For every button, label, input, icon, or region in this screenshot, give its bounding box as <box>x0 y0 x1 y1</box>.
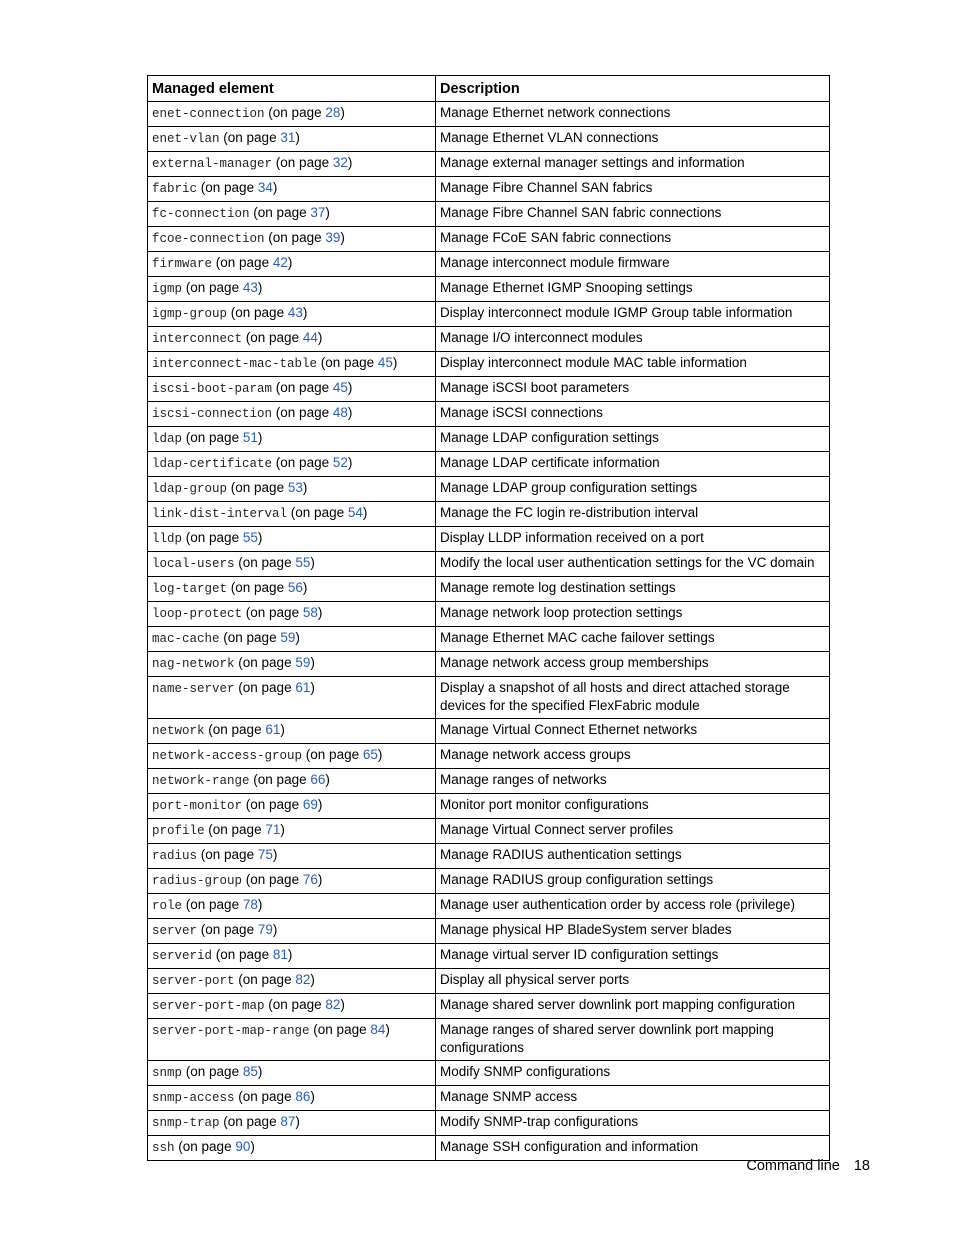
on-page-prefix: (on page <box>305 747 363 762</box>
page-link[interactable]: 55 <box>295 555 311 570</box>
on-page-prefix: (on page <box>185 1064 243 1079</box>
managed-element-cell <box>148 202 436 227</box>
page-link[interactable]: 42 <box>272 255 288 270</box>
description-cell: Modify SNMP configurations <box>436 1061 830 1086</box>
managed-element-cell <box>148 127 436 152</box>
page-link[interactable]: 78 <box>242 897 258 912</box>
on-page-suffix: ) <box>362 505 368 520</box>
command-name: network-access-group <box>152 749 303 763</box>
on-page-suffix: ) <box>272 847 278 862</box>
page-link[interactable]: 85 <box>242 1064 258 1079</box>
description-cell: Manage SNMP access <box>436 1086 830 1111</box>
managed-element-cell <box>148 252 436 277</box>
on-page-suffix: ) <box>317 330 323 345</box>
page-link[interactable]: 86 <box>295 1089 311 1104</box>
managed-element-cell <box>148 502 436 527</box>
command-name: enet-vlan <box>152 132 220 146</box>
table-row <box>148 769 830 794</box>
description-cell: Manage Ethernet MAC cache failover settings <box>436 627 830 652</box>
on-page-suffix: ) <box>347 405 353 420</box>
command-name: mac-cache <box>152 632 220 646</box>
table-row <box>148 127 830 152</box>
command-name: interconnect-mac-table <box>152 357 318 371</box>
command-name: server <box>152 924 198 938</box>
page-link[interactable]: 58 <box>302 605 318 620</box>
managed-element-cell <box>148 302 436 327</box>
table-row <box>148 969 830 994</box>
page-link[interactable]: 61 <box>295 680 311 695</box>
description-cell: Manage SSH configuration and information <box>436 1136 830 1161</box>
table-header-row <box>148 76 830 102</box>
managed-element-cell <box>148 352 436 377</box>
on-page-prefix: (on page <box>245 605 303 620</box>
on-page-prefix: (on page <box>245 797 303 812</box>
description-cell: Manage user authentication order by access role (privilege) <box>436 894 830 919</box>
on-page-suffix: ) <box>377 747 383 762</box>
on-page-suffix: ) <box>325 772 330 787</box>
description-cell: Manage Ethernet VLAN connections <box>436 127 830 152</box>
managed-element-cell <box>148 402 436 427</box>
description-cell: Manage Virtual Connect server profiles <box>436 819 830 844</box>
command-name: link-dist-interval <box>152 507 288 521</box>
table-row <box>148 227 830 252</box>
table-body <box>148 102 830 1161</box>
on-page-prefix: (on page <box>238 555 296 570</box>
command-name: loop-protect <box>152 607 243 621</box>
page-link[interactable]: 90 <box>235 1139 251 1154</box>
on-page-suffix: ) <box>347 455 353 470</box>
on-page-suffix: ) <box>287 947 293 962</box>
command-name: snmp <box>152 1066 183 1080</box>
description-cell: Display interconnect module IGMP Group table information <box>436 302 830 327</box>
managed-element-cell <box>148 869 436 894</box>
on-page-suffix: ) <box>310 680 315 695</box>
managed-element-cell <box>148 177 436 202</box>
managed-element-cell <box>148 652 436 677</box>
managed-element-cell <box>148 677 436 719</box>
on-page-prefix: (on page <box>313 1022 371 1037</box>
managed-element-cell <box>148 102 436 127</box>
on-page-suffix: ) <box>257 430 263 445</box>
table-row <box>148 102 830 127</box>
page-link[interactable]: 81 <box>272 947 288 962</box>
table-row <box>148 452 830 477</box>
on-page-prefix: (on page <box>230 305 288 320</box>
description-cell: Manage ranges of networks <box>436 769 830 794</box>
on-page-suffix: ) <box>302 580 308 595</box>
command-name: local-users <box>152 557 235 571</box>
footer-page-number: 18 <box>853 1158 870 1174</box>
description-cell: Manage interconnect module firmware <box>436 252 830 277</box>
table-row <box>148 302 830 327</box>
managed-element-cell <box>148 477 436 502</box>
page-link[interactable]: 79 <box>257 922 273 937</box>
on-page-suffix: ) <box>340 105 345 120</box>
header-managed-element: Managed element <box>148 76 436 102</box>
command-name: network <box>152 724 205 738</box>
description-cell: Manage RADIUS group configuration settings <box>436 869 830 894</box>
page-footer <box>746 1158 870 1174</box>
managed-element-cell <box>148 577 436 602</box>
table-row <box>148 719 830 744</box>
page-link[interactable]: 66 <box>310 772 326 787</box>
table-row <box>148 994 830 1019</box>
on-page-suffix: ) <box>280 722 285 737</box>
description-cell: Manage Fibre Channel SAN fabrics <box>436 177 830 202</box>
managed-element-cell <box>148 1086 436 1111</box>
managed-element-cell <box>148 527 436 552</box>
description-cell: Manage Ethernet network connections <box>436 102 830 127</box>
page-link[interactable]: 61 <box>265 722 281 737</box>
table-row <box>148 894 830 919</box>
on-page-suffix: ) <box>302 480 308 495</box>
command-name: server-port-map <box>152 999 265 1013</box>
command-name: name-server <box>152 682 235 696</box>
table-row <box>148 652 830 677</box>
command-name: server-port-map-range <box>152 1024 310 1038</box>
on-page-suffix: ) <box>340 230 345 245</box>
command-name: role <box>152 899 183 913</box>
on-page-prefix: (on page <box>253 205 311 220</box>
description-cell: Manage network access groups <box>436 744 830 769</box>
command-name: ssh <box>152 1141 175 1155</box>
managed-element-cell <box>148 794 436 819</box>
table-row <box>148 919 830 944</box>
description-cell: Manage ranges of shared server downlink port mapping configurations <box>436 1019 830 1061</box>
managed-element-cell <box>148 919 436 944</box>
on-page-prefix: (on page <box>230 580 288 595</box>
page-link[interactable]: 82 <box>295 972 311 987</box>
page-link[interactable]: 53 <box>287 480 303 495</box>
on-page-prefix: (on page <box>290 505 348 520</box>
on-page-suffix: ) <box>317 797 323 812</box>
on-page-prefix: (on page <box>253 772 311 787</box>
description-cell: Manage Fibre Channel SAN fabric connections <box>436 202 830 227</box>
on-page-prefix: (on page <box>223 630 281 645</box>
description-cell: Manage Virtual Connect Ethernet networks <box>436 719 830 744</box>
on-page-suffix: ) <box>310 1089 315 1104</box>
command-name: igmp <box>152 282 183 296</box>
managed-element-cell <box>148 227 436 252</box>
description-cell: Manage physical HP BladeSystem server blades <box>436 919 830 944</box>
table-row <box>148 794 830 819</box>
header-description: Description <box>436 76 830 102</box>
managed-element-cell <box>148 327 436 352</box>
table-row <box>148 402 830 427</box>
description-cell: Manage iSCSI connections <box>436 402 830 427</box>
command-name: interconnect <box>152 332 243 346</box>
table-row <box>148 377 830 402</box>
table-row <box>148 1061 830 1086</box>
description-cell: Manage the FC login re-distribution interval <box>436 502 830 527</box>
command-name: profile <box>152 824 205 838</box>
description-cell: Manage Ethernet IGMP Snooping settings <box>436 277 830 302</box>
footer-section-title: Command line <box>746 1158 840 1174</box>
on-page-prefix: (on page <box>185 280 243 295</box>
table-row <box>148 477 830 502</box>
managed-element-cell <box>148 844 436 869</box>
on-page-prefix: (on page <box>208 822 266 837</box>
on-page-suffix: ) <box>287 255 293 270</box>
table-row <box>148 1136 830 1161</box>
managed-element-cell <box>148 994 436 1019</box>
page-link[interactable]: 45 <box>377 355 393 370</box>
on-page-prefix: (on page <box>200 922 258 937</box>
table-row <box>148 577 830 602</box>
table-row <box>148 327 830 352</box>
table-row <box>148 869 830 894</box>
page-link[interactable]: 65 <box>362 747 378 762</box>
page-link[interactable]: 56 <box>287 580 303 595</box>
page-link[interactable]: 34 <box>257 180 273 195</box>
on-page-prefix: (on page <box>185 897 243 912</box>
on-page-prefix: (on page <box>275 455 333 470</box>
page-link[interactable]: 37 <box>310 205 326 220</box>
page-link[interactable]: 44 <box>302 330 318 345</box>
description-cell: Manage network loop protection settings <box>436 602 830 627</box>
managed-element-cell <box>148 1019 436 1061</box>
table-row <box>148 352 830 377</box>
table-row <box>148 602 830 627</box>
command-name: serverid <box>152 949 213 963</box>
managed-element-cell <box>148 552 436 577</box>
managed-elements-table <box>147 75 830 1161</box>
table-row <box>148 502 830 527</box>
on-page-suffix: ) <box>310 655 315 670</box>
on-page-suffix: ) <box>257 897 263 912</box>
command-name: snmp-access <box>152 1091 235 1105</box>
on-page-prefix: (on page <box>245 330 303 345</box>
command-name: snmp-trap <box>152 1116 220 1130</box>
command-name: fabric <box>152 182 198 196</box>
command-name: firmware <box>152 257 213 271</box>
on-page-suffix: ) <box>392 355 398 370</box>
table-row <box>148 844 830 869</box>
managed-element-cell <box>148 969 436 994</box>
managed-element-cell <box>148 944 436 969</box>
page-link[interactable]: 39 <box>325 230 341 245</box>
on-page-prefix: (on page <box>230 480 288 495</box>
on-page-suffix: ) <box>257 530 263 545</box>
command-name: lldp <box>152 532 183 546</box>
description-cell: Manage LDAP configuration settings <box>436 427 830 452</box>
table-row <box>148 744 830 769</box>
table-row <box>148 944 830 969</box>
on-page-prefix: (on page <box>238 1089 296 1104</box>
command-name: port-monitor <box>152 799 243 813</box>
managed-element-cell <box>148 744 436 769</box>
description-cell: Display LLDP information received on a port <box>436 527 830 552</box>
on-page-prefix: (on page <box>185 530 243 545</box>
managed-element-cell <box>148 1136 436 1161</box>
description-cell: Manage I/O interconnect modules <box>436 327 830 352</box>
managed-element-cell <box>148 719 436 744</box>
command-name: ldap <box>152 432 183 446</box>
page-link[interactable]: 84 <box>370 1022 386 1037</box>
on-page-prefix: (on page <box>275 405 333 420</box>
on-page-prefix: (on page <box>200 180 258 195</box>
on-page-suffix: ) <box>385 1022 390 1037</box>
description-cell: Manage FCoE SAN fabric connections <box>436 227 830 252</box>
page-link[interactable]: 76 <box>302 872 318 887</box>
command-name: log-target <box>152 582 228 596</box>
on-page-suffix: ) <box>257 280 263 295</box>
page-link[interactable]: 59 <box>295 655 311 670</box>
managed-element-cell <box>148 602 436 627</box>
on-page-prefix: (on page <box>223 130 281 145</box>
on-page-prefix: (on page <box>200 847 258 862</box>
managed-element-cell <box>148 1111 436 1136</box>
on-page-suffix: ) <box>317 605 323 620</box>
page-link[interactable]: 51 <box>242 430 258 445</box>
description-cell: Manage RADIUS authentication settings <box>436 844 830 869</box>
page-link[interactable]: 69 <box>302 797 318 812</box>
page-link[interactable]: 43 <box>287 305 303 320</box>
table-row <box>148 277 830 302</box>
table-row <box>148 1111 830 1136</box>
page-link[interactable]: 43 <box>242 280 258 295</box>
table-row <box>148 177 830 202</box>
on-page-suffix: ) <box>310 555 315 570</box>
on-page-prefix: (on page <box>245 872 303 887</box>
on-page-suffix: ) <box>250 1139 255 1154</box>
on-page-suffix: ) <box>340 997 345 1012</box>
on-page-suffix: ) <box>302 305 308 320</box>
on-page-suffix: ) <box>257 1064 263 1079</box>
table-row <box>148 1086 830 1111</box>
command-name: radius-group <box>152 874 243 888</box>
command-name: external-manager <box>152 157 273 171</box>
description-cell: Display a snapshot of all hosts and direct attached storage devices for the specified FlexFabric module <box>436 677 830 719</box>
on-page-suffix: ) <box>310 972 315 987</box>
on-page-prefix: (on page <box>238 680 296 695</box>
description-cell: Manage LDAP certificate information <box>436 452 830 477</box>
table-row <box>148 202 830 227</box>
managed-element-cell <box>148 1061 436 1086</box>
on-page-prefix: (on page <box>320 355 378 370</box>
page-link[interactable]: 52 <box>332 455 348 470</box>
description-cell: Manage iSCSI boot parameters <box>436 377 830 402</box>
description-cell: Modify SNMP-trap configurations <box>436 1111 830 1136</box>
page-link[interactable]: 32 <box>332 155 348 170</box>
description-cell: Modify the local user authentication settings for the VC domain <box>436 552 830 577</box>
description-cell: Display all physical server ports <box>436 969 830 994</box>
command-name: ldap-group <box>152 482 228 496</box>
command-name: ldap-certificate <box>152 457 273 471</box>
managed-element-cell <box>148 427 436 452</box>
description-cell: Manage network access group memberships <box>436 652 830 677</box>
table-row <box>148 252 830 277</box>
command-name: server-port <box>152 974 235 988</box>
page-link[interactable]: 75 <box>257 847 273 862</box>
page-link[interactable]: 28 <box>325 105 341 120</box>
on-page-prefix: (on page <box>178 1139 236 1154</box>
on-page-prefix: (on page <box>268 230 326 245</box>
on-page-suffix: ) <box>295 130 300 145</box>
on-page-prefix: (on page <box>215 947 273 962</box>
page-link[interactable]: 82 <box>325 997 341 1012</box>
table-row <box>148 1019 830 1061</box>
page-link[interactable]: 87 <box>280 1114 296 1129</box>
page-link[interactable]: 54 <box>347 505 363 520</box>
managed-element-cell <box>148 152 436 177</box>
on-page-suffix: ) <box>347 380 353 395</box>
table-row <box>148 627 830 652</box>
table-row <box>148 527 830 552</box>
table-row <box>148 819 830 844</box>
description-cell: Monitor port monitor configurations <box>436 794 830 819</box>
on-page-suffix: ) <box>295 630 300 645</box>
description-cell: Manage LDAP group configuration settings <box>436 477 830 502</box>
on-page-prefix: (on page <box>238 655 296 670</box>
table-row <box>148 677 830 719</box>
table-row <box>148 152 830 177</box>
on-page-prefix: (on page <box>275 380 333 395</box>
description-cell: Manage shared server downlink port mapping configuration <box>436 994 830 1019</box>
on-page-suffix: ) <box>347 155 353 170</box>
on-page-suffix: ) <box>317 872 323 887</box>
on-page-prefix: (on page <box>268 997 326 1012</box>
page-link[interactable]: 45 <box>332 380 348 395</box>
on-page-suffix: ) <box>272 180 278 195</box>
command-name: enet-connection <box>152 107 265 121</box>
command-name: fcoe-connection <box>152 232 265 246</box>
page-link[interactable]: 71 <box>265 822 281 837</box>
description-cell: Manage remote log destination settings <box>436 577 830 602</box>
description-cell: Display interconnect module MAC table information <box>436 352 830 377</box>
on-page-prefix: (on page <box>238 972 296 987</box>
on-page-prefix: (on page <box>208 722 266 737</box>
command-name: nag-network <box>152 657 235 671</box>
managed-element-cell <box>148 377 436 402</box>
command-name: iscsi-boot-param <box>152 382 273 396</box>
on-page-prefix: (on page <box>215 255 273 270</box>
description-cell: Manage external manager settings and information <box>436 152 830 177</box>
on-page-prefix: (on page <box>223 1114 281 1129</box>
on-page-prefix: (on page <box>268 105 326 120</box>
description-cell: Manage virtual server ID configuration settings <box>436 944 830 969</box>
managed-element-cell <box>148 452 436 477</box>
command-name: iscsi-connection <box>152 407 273 421</box>
on-page-suffix: ) <box>272 922 278 937</box>
command-name: network-range <box>152 774 250 788</box>
page-link[interactable]: 59 <box>280 630 296 645</box>
on-page-suffix: ) <box>295 1114 300 1129</box>
managed-element-cell <box>148 819 436 844</box>
table-row <box>148 552 830 577</box>
command-name: radius <box>152 849 198 863</box>
on-page-prefix: (on page <box>275 155 333 170</box>
on-page-suffix: ) <box>280 822 285 837</box>
managed-element-cell <box>148 277 436 302</box>
command-name: igmp-group <box>152 307 228 321</box>
command-name: fc-connection <box>152 207 250 221</box>
page-link[interactable]: 55 <box>242 530 258 545</box>
managed-element-cell <box>148 627 436 652</box>
on-page-prefix: (on page <box>185 430 243 445</box>
page-link[interactable]: 48 <box>332 405 348 420</box>
managed-element-cell <box>148 894 436 919</box>
managed-element-cell <box>148 769 436 794</box>
table-row <box>148 427 830 452</box>
page-link[interactable]: 31 <box>280 130 296 145</box>
on-page-suffix: ) <box>325 205 330 220</box>
